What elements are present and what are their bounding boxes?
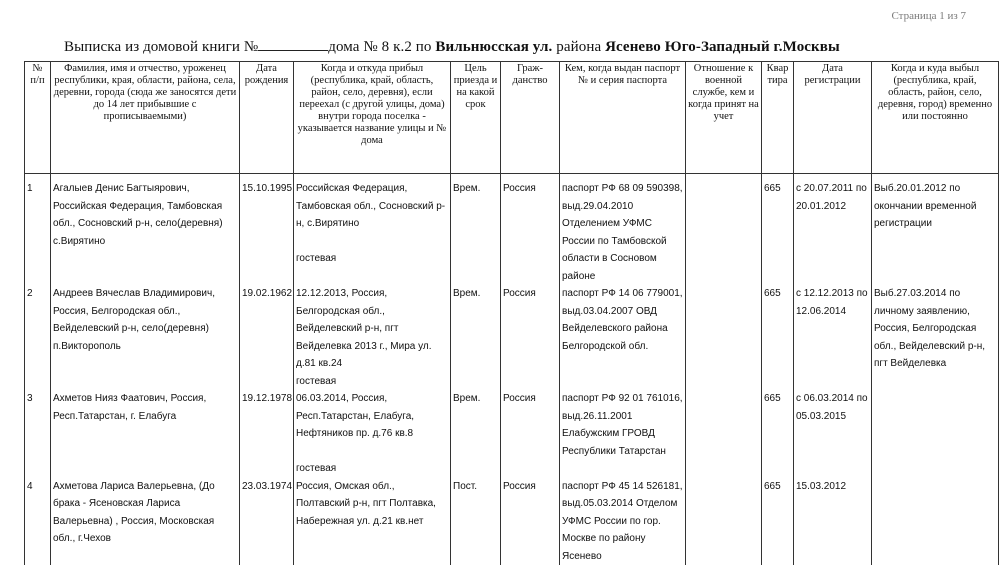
row-birth-date: 15.10.1995	[240, 174, 294, 286]
row-departed	[872, 460, 999, 565]
table-row	[25, 285, 999, 373]
row-passport: паспорт РФ 92 01 761016, выд.26.11.2001 Елабужским ГРОВД Республики Татарстан	[560, 373, 686, 461]
extract-number-blank	[258, 38, 328, 51]
table-header-row	[25, 62, 999, 174]
col-header-registration-date: Дата регистрации	[794, 62, 872, 174]
title-district: Ясенево Юго-Западный г.Москвы	[605, 39, 840, 55]
table-row	[25, 460, 999, 565]
row-military	[686, 285, 762, 373]
row-arrived-text: 06.03.2014, Россия, Респ.Татарстан, Елабуга, Нефтяников пр. д.76 кв.8	[296, 393, 415, 439]
page-counter: Страница 1 из 7	[891, 10, 966, 22]
row-purpose: Врем.	[451, 373, 501, 461]
row-number: 2	[25, 285, 51, 373]
row-registration: 15.03.2012	[794, 460, 872, 565]
col-header-birth-date: Дата рождения	[240, 62, 294, 174]
row-military	[686, 373, 762, 461]
row-number: 4	[25, 460, 51, 565]
row-arrived-from	[294, 174, 451, 286]
row-name: Ахметова Лариса Валерьевна, (До брака - Ясеновская Лариса Валерьевна) , Россия, Московская обл., г.Чехов	[51, 460, 240, 565]
col-header-name: Фамилия, имя и отчество, уроженец республики, края, области, района, села, деревни, города (сюда же заносятся дети до 14 лет прибывшие с прописываемыми)	[51, 62, 240, 174]
row-apartment: 665	[762, 373, 794, 461]
row-purpose: Пост.	[451, 460, 501, 565]
row-birth-date: 19.02.1962	[240, 285, 294, 373]
row-birth-date: 19.12.1978	[240, 373, 294, 461]
row-arrived-text: Россия, Омская обл., Полтавский р-н, пгт Полтавка, Набережная ул. д.21 кв.нет	[296, 480, 436, 527]
row-registration: с 20.07.2011 по 20.01.2012	[794, 174, 872, 286]
row-name: Андреев Вячеслав Владимирович, Россия, Белгородская обл., Вейделевский р-н, село(деревня) п.Викторополь	[51, 285, 240, 373]
row-number: 3	[25, 373, 51, 461]
col-header-purpose: Цель приезда и на какой срок	[451, 62, 501, 174]
col-header-arrived-from: Когда и откуда прибыл (республика, край, область, район, село, деревня), если переехал (с другой улицы, дома) внутри города поселка - указывается название улицы и № дома	[294, 62, 451, 174]
table-row	[25, 174, 999, 286]
row-arrived-from	[294, 373, 451, 461]
row-apartment: 665	[762, 285, 794, 373]
row-citizenship: Россия	[501, 285, 560, 373]
row-departed: Выб.27.03.2014 по личному заявлению, Россия, Белгородская обл., Вейделевский р-н, пгт Вейделевка	[872, 285, 999, 373]
row-number: 1	[25, 174, 51, 286]
row-arrived-note: гостевая	[296, 375, 337, 387]
title-house: дома № 8 к.2	[328, 39, 412, 55]
row-birth-date: 23.03.1974	[240, 460, 294, 565]
col-header-military: Отношение к военной службе, кем и когда принят на учет	[686, 62, 762, 174]
row-apartment: 665	[762, 174, 794, 286]
row-passport: паспорт РФ 14 06 779001, выд.03.04.2007 ОВД Вейделевского района Белгородской обл.	[560, 285, 686, 373]
row-apartment: 665	[762, 460, 794, 565]
title-by: по	[411, 39, 436, 55]
document-title	[64, 38, 984, 56]
title-street: Вильнюсская ул.	[435, 39, 553, 55]
row-citizenship: Россия	[501, 174, 560, 286]
row-arrived-from: 12.12.2013, Россия, Белгородская обл., Вейделевский р-н, пгт Вейделевка 2013 г., Мира ул. д.81 кв.24	[294, 285, 451, 373]
col-header-passport: Кем, когда выдан паспорт № и серия паспорта	[560, 62, 686, 174]
row-purpose: Врем.	[451, 285, 501, 373]
row-military	[686, 174, 762, 286]
row-departed: Выб.20.01.2012 по окончании временной регистрации	[872, 174, 999, 286]
col-header-citizenship: Граж- данство	[501, 62, 560, 174]
house-register-table	[24, 61, 999, 565]
row-citizenship: Россия	[501, 460, 560, 565]
table-row	[25, 373, 999, 461]
row-registration: с 12.12.2013 по 12.06.2014	[794, 285, 872, 373]
row-arrived-note: гостевая	[296, 253, 337, 264]
row-arrived-text: Российская Федерация, Тамбовская обл., Сосновский р-н, с.Вирятино	[296, 183, 446, 229]
title-district-prefix: района	[552, 39, 606, 55]
col-header-apartment: Квар тира	[762, 62, 794, 174]
col-header-number: № п/п	[25, 62, 51, 174]
col-header-departed: Когда и куда выбыл (республика, край, область, район, село, деревня, город) временно или постоянно	[872, 62, 999, 174]
row-registration: с 06.03.2014 по 05.03.2015	[794, 373, 872, 461]
row-passport: паспорт РФ 45 14 526181, выд.05.03.2014 Отделом УФМС России по гор. Москве по району Ясенево	[560, 460, 686, 565]
title-prefix: Выписка из домовой книги №	[64, 39, 259, 55]
row-arrived-note: гостевая	[296, 463, 337, 474]
row-military	[686, 460, 762, 565]
row-departed	[872, 373, 999, 461]
row-purpose: Врем.	[451, 174, 501, 286]
row-name: Ахметов Нияз Фаатович, Россия, Респ.Татарстан, г. Елабуга	[51, 373, 240, 461]
row-name: Агалыев Денис Багтыярович, Российская Федерация, Тамбовская обл., Сосновский р-н, село(деревня) с.Вирятино	[51, 174, 240, 286]
row-citizenship: Россия	[501, 373, 560, 461]
row-passport: паспорт РФ 68 09 590398, выд.29.04.2010 Отделением УФМС России по Тамбовской области в Сосновом районе	[560, 174, 686, 286]
row-arrived-from	[294, 460, 451, 565]
